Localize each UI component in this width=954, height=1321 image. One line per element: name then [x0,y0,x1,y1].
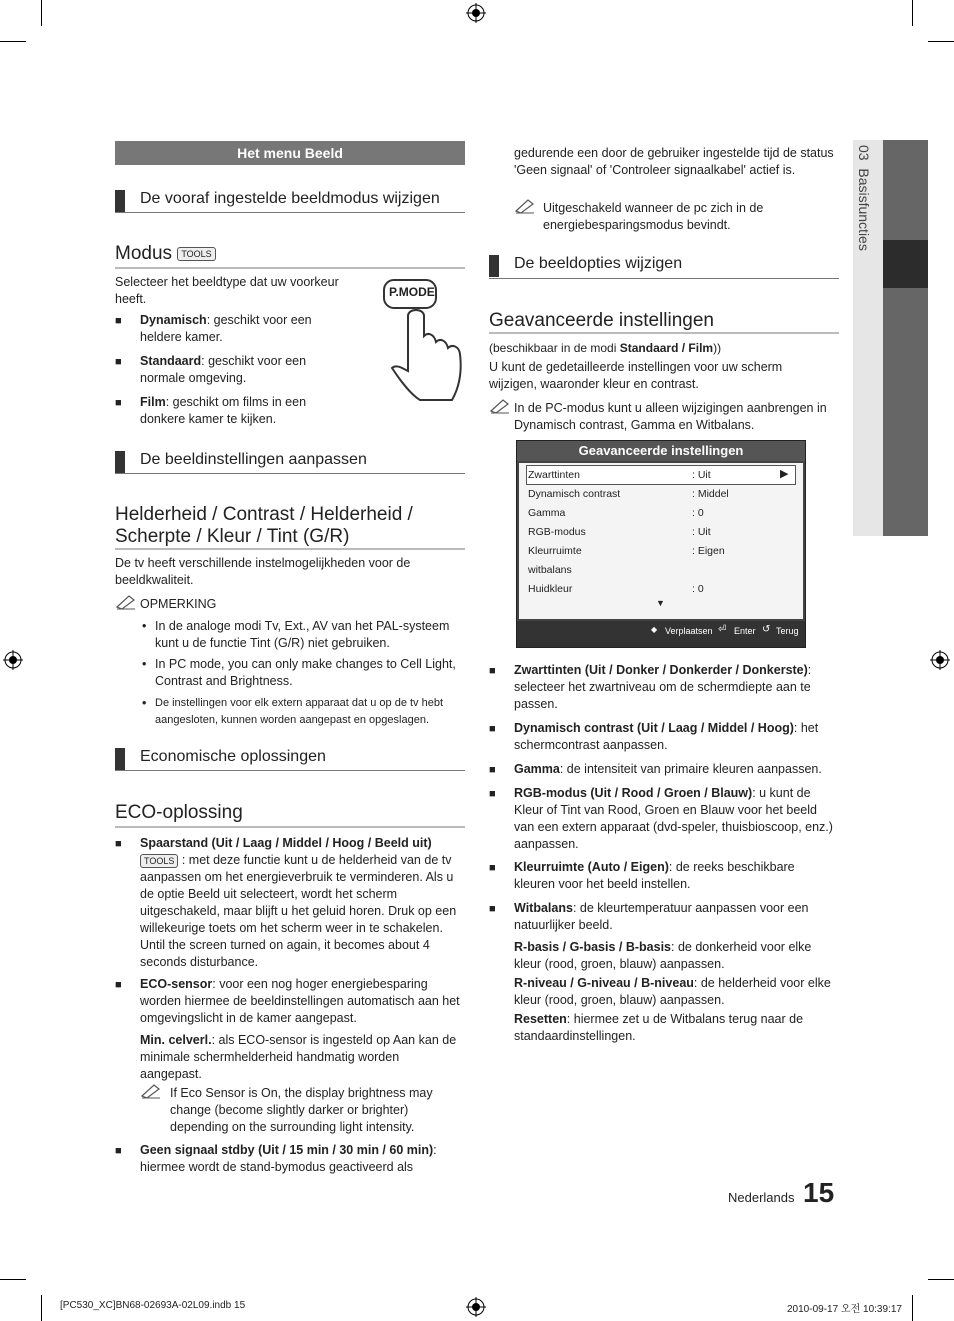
helderheid-intro: De tv heeft verschillende instelmogelijkheden voor de beeldkwaliteit. [115,556,411,587]
advanced-availability: (beschikbaar in de modi Standaard / Film)) [489,341,722,355]
osd-row-label[interactable]: Gamma [528,507,566,519]
divider [115,826,465,828]
osd-row-value: : Middel [692,488,729,500]
divider [489,278,839,279]
osd-footer-back: Terug [776,626,799,636]
bullet-dot: • [142,619,147,633]
list-item: Witbalans: de kleurtemperatuur aanpassen voor een natuurlijker beeld. [514,901,809,932]
subheading-economic: Economische oplossingen [140,748,326,765]
pencil-note-icon [140,1083,162,1099]
divider [115,770,465,771]
bullet-dot: • [142,696,147,710]
witbalans-sub-item: R-niveau / G-niveau / B-niveau: de helderheid voor elke kleur (rood, groen, blauw) aanpassen. [514,976,831,1007]
registration-mark-icon [930,650,950,670]
min-celverl-text: Min. celverl.: als ECO-sensor is ingesteld op Aan kan de minimale schermhelderheid handmatig worden aangepast. [140,1033,457,1081]
divider [489,332,839,334]
bullet-dot: • [142,657,147,671]
continued-text: gedurende een door de gebruiker ingestelde tijd de status 'Geen signaal' of 'Controleer signaalkabel' actief is. [514,146,834,177]
pencil-note-icon [489,398,511,414]
pencil-note-icon [514,198,536,214]
osd-row-label[interactable]: Huidkleur [528,583,573,595]
note-item: De instellingen voor elk extern apparaat dat u op de tv hebt aangesloten, kunnen worden aangepast en opgeslagen. [155,697,444,726]
divider [115,548,465,550]
note-item: In de analoge modi Tv, Ext., AV van het PAL-systeem kunt u de functie Tint (G/R) niet gebruiken. [155,619,450,650]
divider [115,473,465,474]
bullet-square: ■ [489,665,496,677]
osd-row-value: : Uit [692,526,711,538]
list-item: RGB-modus (Uit / Rood / Groen / Blauw): u kunt de Kleur of Tint van Rood, Groen en Blauw voor het beeld van een extern apparaat (dvd-speler, thuisbioscoop, enz.) aanpassen. [514,786,833,851]
subheading-preset-mode: De vooraf ingestelde beeldmodus wijzigen [140,190,440,207]
advanced-heading: Geavanceerde instellingen [489,310,714,331]
section-banner-text: Het menu Beeld [237,145,343,161]
return-icon: ↺ [762,624,771,635]
triangle-right-icon: ▶ [780,468,789,480]
subheading-bar [115,190,125,212]
move-arrows-icon: ◆ [651,625,658,634]
divider [115,267,465,269]
list-item: Dynamisch contrast (Uit / Laag / Middel / Hoog): het schermcontrast aanpassen. [514,721,819,752]
list-item: Spaarstand (Uit / Laag / Middel / Hoog / Beeld uit) TOOLS : met deze functie kunt u de helderheid van de tv aanpassen om het energieverbruik te verminderen. Als u de optie Beeld uit selecteert, wordt het scherm uitgeschakeld, maar blijft u het geluid horen. Druk op een willekeurige toets om het scherm weer in te schakelen. Until the screen turned on again, it becomes about 4 seconds disturbance. [140,836,457,969]
bullet-square: ■ [489,903,496,915]
bullet-square: ■ [115,397,122,409]
bullet-square: ■ [115,979,122,991]
osd-title: Geavanceerde instellingen [578,443,744,458]
list-item: Film: geschikt om films in een donkere kamer te kijken. [140,395,307,426]
side-tab-marker [883,240,928,288]
modus-heading: Modus TOOLS [115,243,216,265]
tools-badge: TOOLS [140,854,178,868]
list-item: Geen signaal stdby (Uit / 15 min / 30 min / 60 min): hiermee wordt de stand-bymodus geactiveerd als [140,1143,437,1174]
osd-row-label[interactable]: RGB-modus [528,526,586,538]
subheading-picture-options: De beeldopties wijzigen [514,255,683,272]
note-label: OPMERKING [140,597,217,611]
list-item: Standaard: geschikt voor een normale omgeving. [140,354,307,385]
helderheid-heading: Helderheid / Contrast / Helderheid / Scherpte / Kleur / Tint (G/R) [115,504,413,547]
tools-badge: TOOLS [177,247,215,261]
side-tab-label: 03 Basisfuncties [856,145,872,251]
osd-row-label[interactable]: Zwarttinten [528,469,580,481]
eco-heading: ECO-oplossing [115,802,243,823]
registration-mark-icon [3,650,23,670]
note-item: In PC mode, you can only make changes to Cell Light, Contrast and Brightness. [155,657,456,688]
bullet-square: ■ [489,788,496,800]
bullet-square: ■ [489,862,496,874]
osd-row-label[interactable]: witbalans [528,564,572,576]
witbalans-sub-item: Resetten: hiermee zet u de Witbalans terug naar de standaardinstellingen. [514,1012,804,1043]
modus-intro: Selecteer het beeldtype dat uw voorkeur heeft. [115,275,339,306]
bullet-square: ■ [115,315,122,327]
divider [115,212,465,213]
osd-footer-enter: Enter [734,626,756,636]
osd-row-label[interactable]: Kleurruimte [528,545,582,557]
continued-note: Uitgeschakeld wanneer de pc zich in de energiebesparingsmodus bevindt. [543,201,764,232]
registration-mark-icon [466,1297,486,1317]
advanced-intro: U kunt de gedetailleerde instellingen voor uw scherm wijzigen, waaronder kleur en contrast. [489,360,783,391]
eco-note: If Eco Sensor is On, the display brightness may change (become slightly darker or brighter) depending on the surrounding light intensity. [170,1086,433,1134]
footer-language: Nederlands [728,1190,795,1205]
section-banner [115,141,465,165]
osd-body [519,463,803,619]
enter-icon: ⏎ [718,624,727,635]
list-item: Kleurruimte (Auto / Eigen): de reeks beschikbare kleuren voor het beeld instellen. [514,860,795,891]
print-file-info: [PC530_XC]BN68-02693A-02L09.indb 15 [60,1300,246,1311]
osd-row-value: : Uit [692,469,711,481]
osd-row-label[interactable]: Dynamisch contrast [528,488,621,500]
list-item: Zwarttinten (Uit / Donker / Donkerder / Donkerste): selecteer het zwartniveau om de schermdiepte aan te passen. [514,663,812,711]
print-timestamp: 2010-09-17 오전 10:39:17 [787,1304,902,1315]
list-item: ECO-sensor: voor een nog hoger energiebesparing worden hiermee de beeldinstellingen automatisch aan het omgevingslicht in de kamer aangepast. [140,977,460,1025]
side-tab-dark [883,140,928,536]
list-item: Gamma: de intensiteit van primaire kleuren aanpassen. [514,762,822,776]
subheading-bar [115,451,125,473]
witbalans-sub-item: R-basis / G-basis / B-basis: de donkerheid voor elke kleur (rood, groen, blauw) aanpassen. [514,940,812,971]
osd-row-value: : 0 [692,583,704,595]
osd-footer-move: Verplaatsen [665,626,713,636]
subheading-bar [115,748,125,770]
subheading-picture-settings: De beeldinstellingen aanpassen [140,451,367,468]
pencil-note-icon [115,594,137,610]
advanced-note: In de PC-modus kunt u alleen wijzigingen aanbrengen in Dynamisch contrast, Gamma en Witbalans. [514,401,827,432]
bullet-square: ■ [115,356,122,368]
list-item: Dynamisch: geschikt voor een heldere kamer. [140,313,312,344]
bullet-square: ■ [489,723,496,735]
subheading-bar [489,255,499,277]
registration-mark-icon [466,3,486,23]
bullet-square: ■ [115,838,122,850]
bullet-square: ■ [115,1145,122,1157]
page-number: 15 [803,1177,835,1208]
osd-row-value: : 0 [692,507,704,519]
triangle-down-icon: ▼ [656,598,665,608]
pmode-button: P.MODE [389,285,435,299]
osd-row-value: : Eigen [692,545,725,557]
osd-title-bar [517,441,805,461]
bullet-square: ■ [489,764,496,776]
